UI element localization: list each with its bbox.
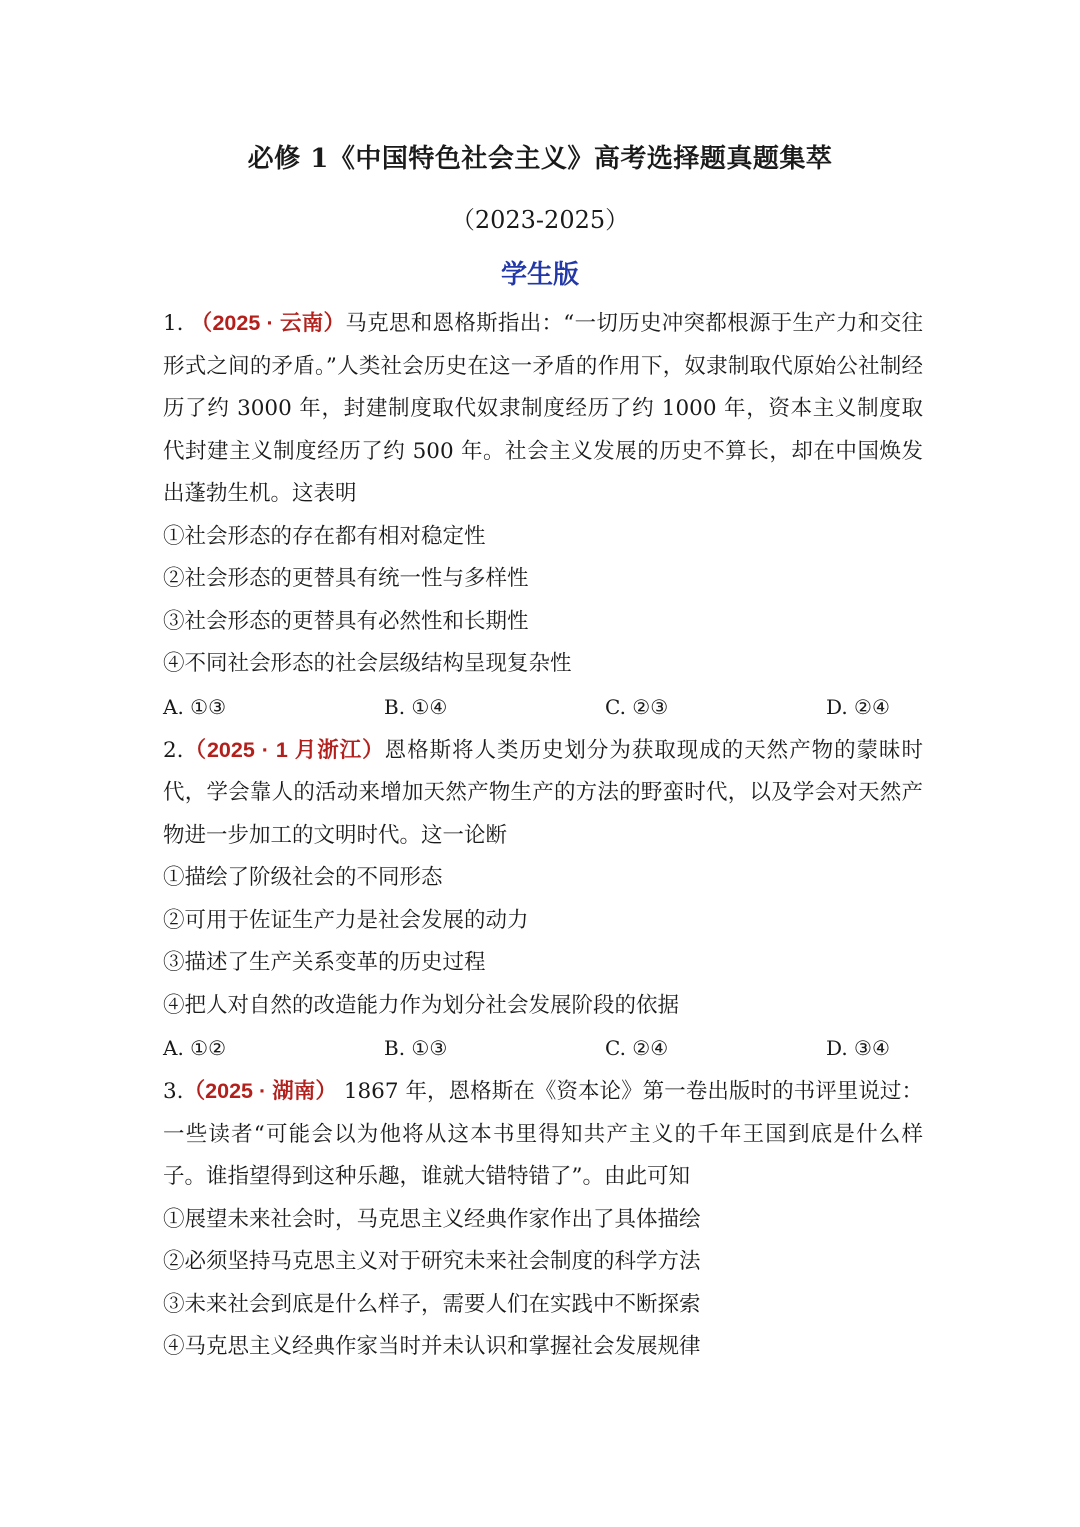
option-4: ④不同社会形态的社会层级结构呈现复杂性 [163, 651, 572, 676]
stem-text: 马克思和恩格斯指出：“一切历史冲突都根源于生产力和交往形式之间的矛盾。”人类社会历史在这一矛盾的作用下，奴隶制取代原始公社制经历了约 3000 年，封建制度取代奴隶制度经历了约 1000 年，资本主义制度取代封建主义制度经历了约 500 年。社会主义发展的历史不算长，却在中国焕发出蓬勃生机。这表明 [163, 311, 923, 506]
source-tag: （2025 · 湖南） [183, 1079, 337, 1103]
question-number: 3. [163, 1079, 184, 1104]
option-1: ①描绘了阶级社会的不同形态 [163, 865, 443, 890]
document-years: （2023-2025） [450, 206, 630, 234]
answer-choices [163, 1027, 923, 1070]
choice-a: A. ①③ [163, 694, 227, 719]
question-3 [163, 1070, 923, 1369]
choice-c: C. ②③ [605, 694, 669, 719]
choice-a: A. ①② [163, 1036, 227, 1060]
choice-d: D. ③④ [826, 1036, 890, 1060]
option-4: ④马克思主义经典作家当时并未认识和掌握社会发展规律 [163, 1334, 701, 1359]
question-2 [163, 729, 923, 1071]
option-1: ①展望未来社会时，马克思主义经典作家作出了具体描绘 [163, 1206, 701, 1232]
question-list [163, 302, 923, 1369]
option-3: ③社会形态的更替具有必然性和长期性 [163, 608, 529, 634]
option-2: ②社会形态的更替具有统一性与多样性 [163, 566, 529, 591]
document-title: 必修 1《中国特色社会主义》高考选择题真题集萃 [247, 144, 833, 174]
question-1 [163, 302, 923, 729]
question-number: 2. [163, 737, 184, 763]
option-2: ②必须坚持马克思主义对于研究未来社会制度的科学方法 [163, 1249, 701, 1274]
option-3: ③未来社会到底是什么样子，需要人们在实践中不断探索 [163, 1291, 701, 1317]
option-3: ③描述了生产关系变革的历史过程 [163, 950, 486, 975]
option-2: ②可用于佐证生产力是社会发展的动力 [163, 907, 529, 933]
choice-c: C. ②④ [605, 1036, 669, 1060]
question-stem [163, 729, 923, 858]
stem-text: 1867 年，恩格斯在《资本论》第一卷出版时的书评里说过：一些读者“可能会以为他将从这本书里得知共产主义的千年王国到底是什么样子。谁指望得到这种乐趣，谁就大错特错了”。由此可知 [163, 1079, 923, 1189]
answer-choices [163, 686, 923, 729]
stem-text: 恩格斯将人类历史划分为获取现成的天然产物的蒙昧时代，学会靠人的活动来增加天然产物生产的方法的野蛮时代，以及学会对天然产物进一步加工的文明时代。这一论断 [163, 737, 923, 848]
question-number: 1. [163, 311, 184, 336]
edition-label: 学生版 [500, 260, 579, 290]
question-stem [163, 1070, 923, 1199]
option-4: ④把人对自然的改造能力作为划分社会发展阶段的依据 [163, 992, 680, 1018]
source-tag: （2025 · 云南） [190, 311, 346, 335]
option-1: ①社会形态的存在都有相对稳定性 [163, 523, 486, 549]
source-tag: （2025 · 1 月浙江） [183, 737, 385, 762]
choice-b: B. ①④ [384, 694, 448, 719]
question-stem [163, 302, 923, 516]
choice-b: B. ①③ [384, 1036, 448, 1060]
choice-d: D. ②④ [826, 694, 890, 719]
